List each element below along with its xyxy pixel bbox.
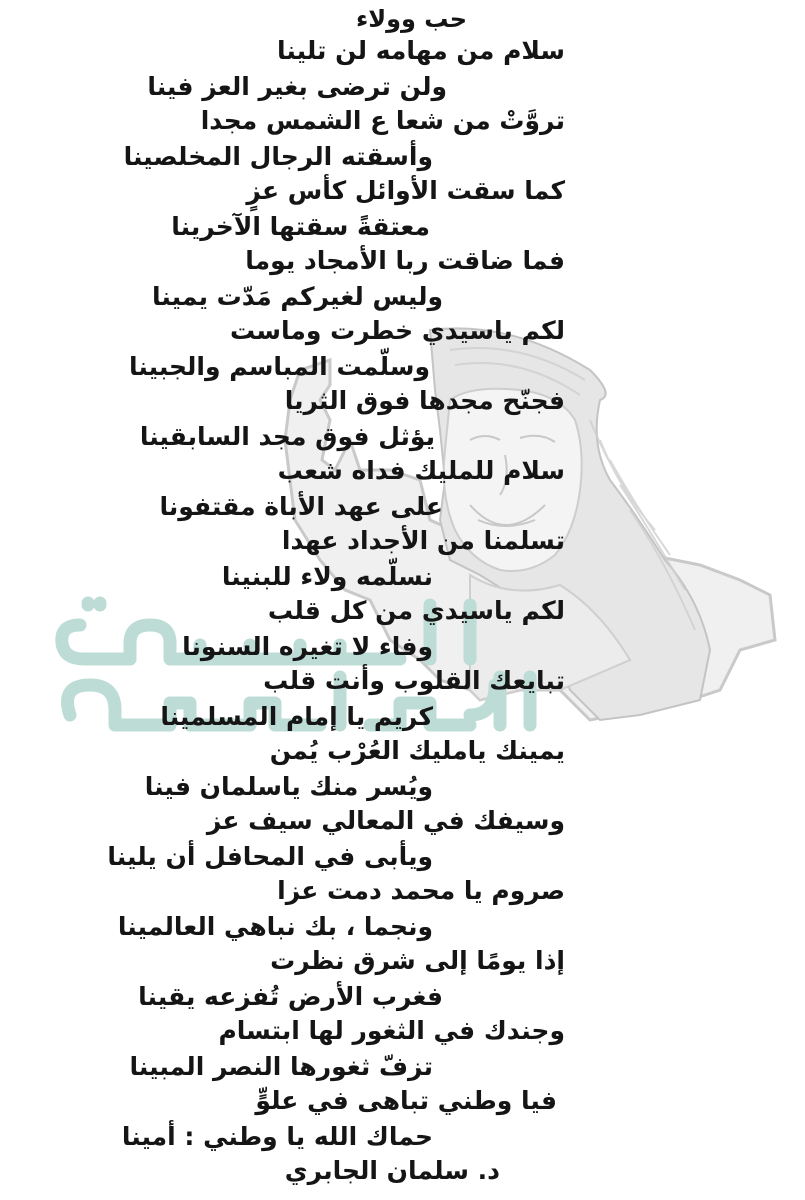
poem-line: وفاء لا تغيره السنونا xyxy=(182,632,433,661)
poem-line: كريم يا إمام المسلمينا xyxy=(160,702,433,731)
poem-line: معتقةً سقتها الآخرينا xyxy=(171,212,430,241)
poem-line: وجندك في الثغور لها ابتسام xyxy=(218,1016,565,1045)
poem-line: ويأبى في المحافل أن يلينا xyxy=(107,842,433,871)
poem-signature: د. سلمان الجابري xyxy=(284,1156,500,1185)
poem-line: ونجما ، بك نباهي العالمينا xyxy=(117,912,433,941)
poem-line: فغرب الأرض تُفزعه يقينا xyxy=(138,982,443,1011)
poem-line: كما سقت الأوائل كأس عزٍ xyxy=(246,176,565,205)
poem-line: لكم ياسيدي من كل قلب xyxy=(267,596,565,625)
poem-line: سلام للمليك فداه شعب xyxy=(277,456,565,485)
poem-line: سلام من مهامه لن تلينا xyxy=(277,36,565,65)
poem-title: حب وولاء xyxy=(355,5,467,33)
poem-line: يمينك يامليك العُرْب يُمن xyxy=(269,736,565,765)
poem-line: تبايعك القلوب وأنت قلب xyxy=(263,666,565,695)
poem-line: وليس لغيركم مَدّت يمينا xyxy=(152,282,443,311)
poem-line: وأسقته الرجال المخلصينا xyxy=(123,142,433,171)
poem-line: إذا يومًا إلى شرق نظرت xyxy=(270,946,565,975)
poem-line: ولن ترضى بغير العز فينا xyxy=(147,72,447,101)
poem-line: فما ضاقت ربا الأمجاد يوما xyxy=(245,246,565,275)
poem-line: لكم ياسيدي خطرت وماست xyxy=(229,316,565,345)
poem-line: صروم يا محمد دمت عزا xyxy=(277,876,565,905)
poem-line: تزفّ ثغورها النصر المبينا xyxy=(129,1052,433,1081)
poem-line: وسيفك في المعالي سيف عز xyxy=(206,806,565,835)
poem-line: نسلّمه ولاء للبنينا xyxy=(221,562,433,591)
poem-line: على عهد الأباة مقتفونا xyxy=(159,492,443,521)
poem-line: حماك الله يا وطني : أمينا xyxy=(121,1122,433,1151)
poem-line: تروَّتْ من شعا ع الشمس مجدا xyxy=(200,106,565,135)
poem-line: فجنّح مجدها فوق الثريا xyxy=(284,386,565,415)
poem-line: وسلّمت المباسم والجبينا xyxy=(129,352,430,381)
poem-line: يؤثل فوق مجد السابقينا xyxy=(139,422,435,451)
poem-line: تسلمنا من الأجداد عهدا xyxy=(281,526,565,555)
poem-line: ويُسر منك ياسلمان فينا xyxy=(144,772,433,801)
poem-line: فيا وطني تباهى في علوٍّ xyxy=(255,1086,557,1115)
